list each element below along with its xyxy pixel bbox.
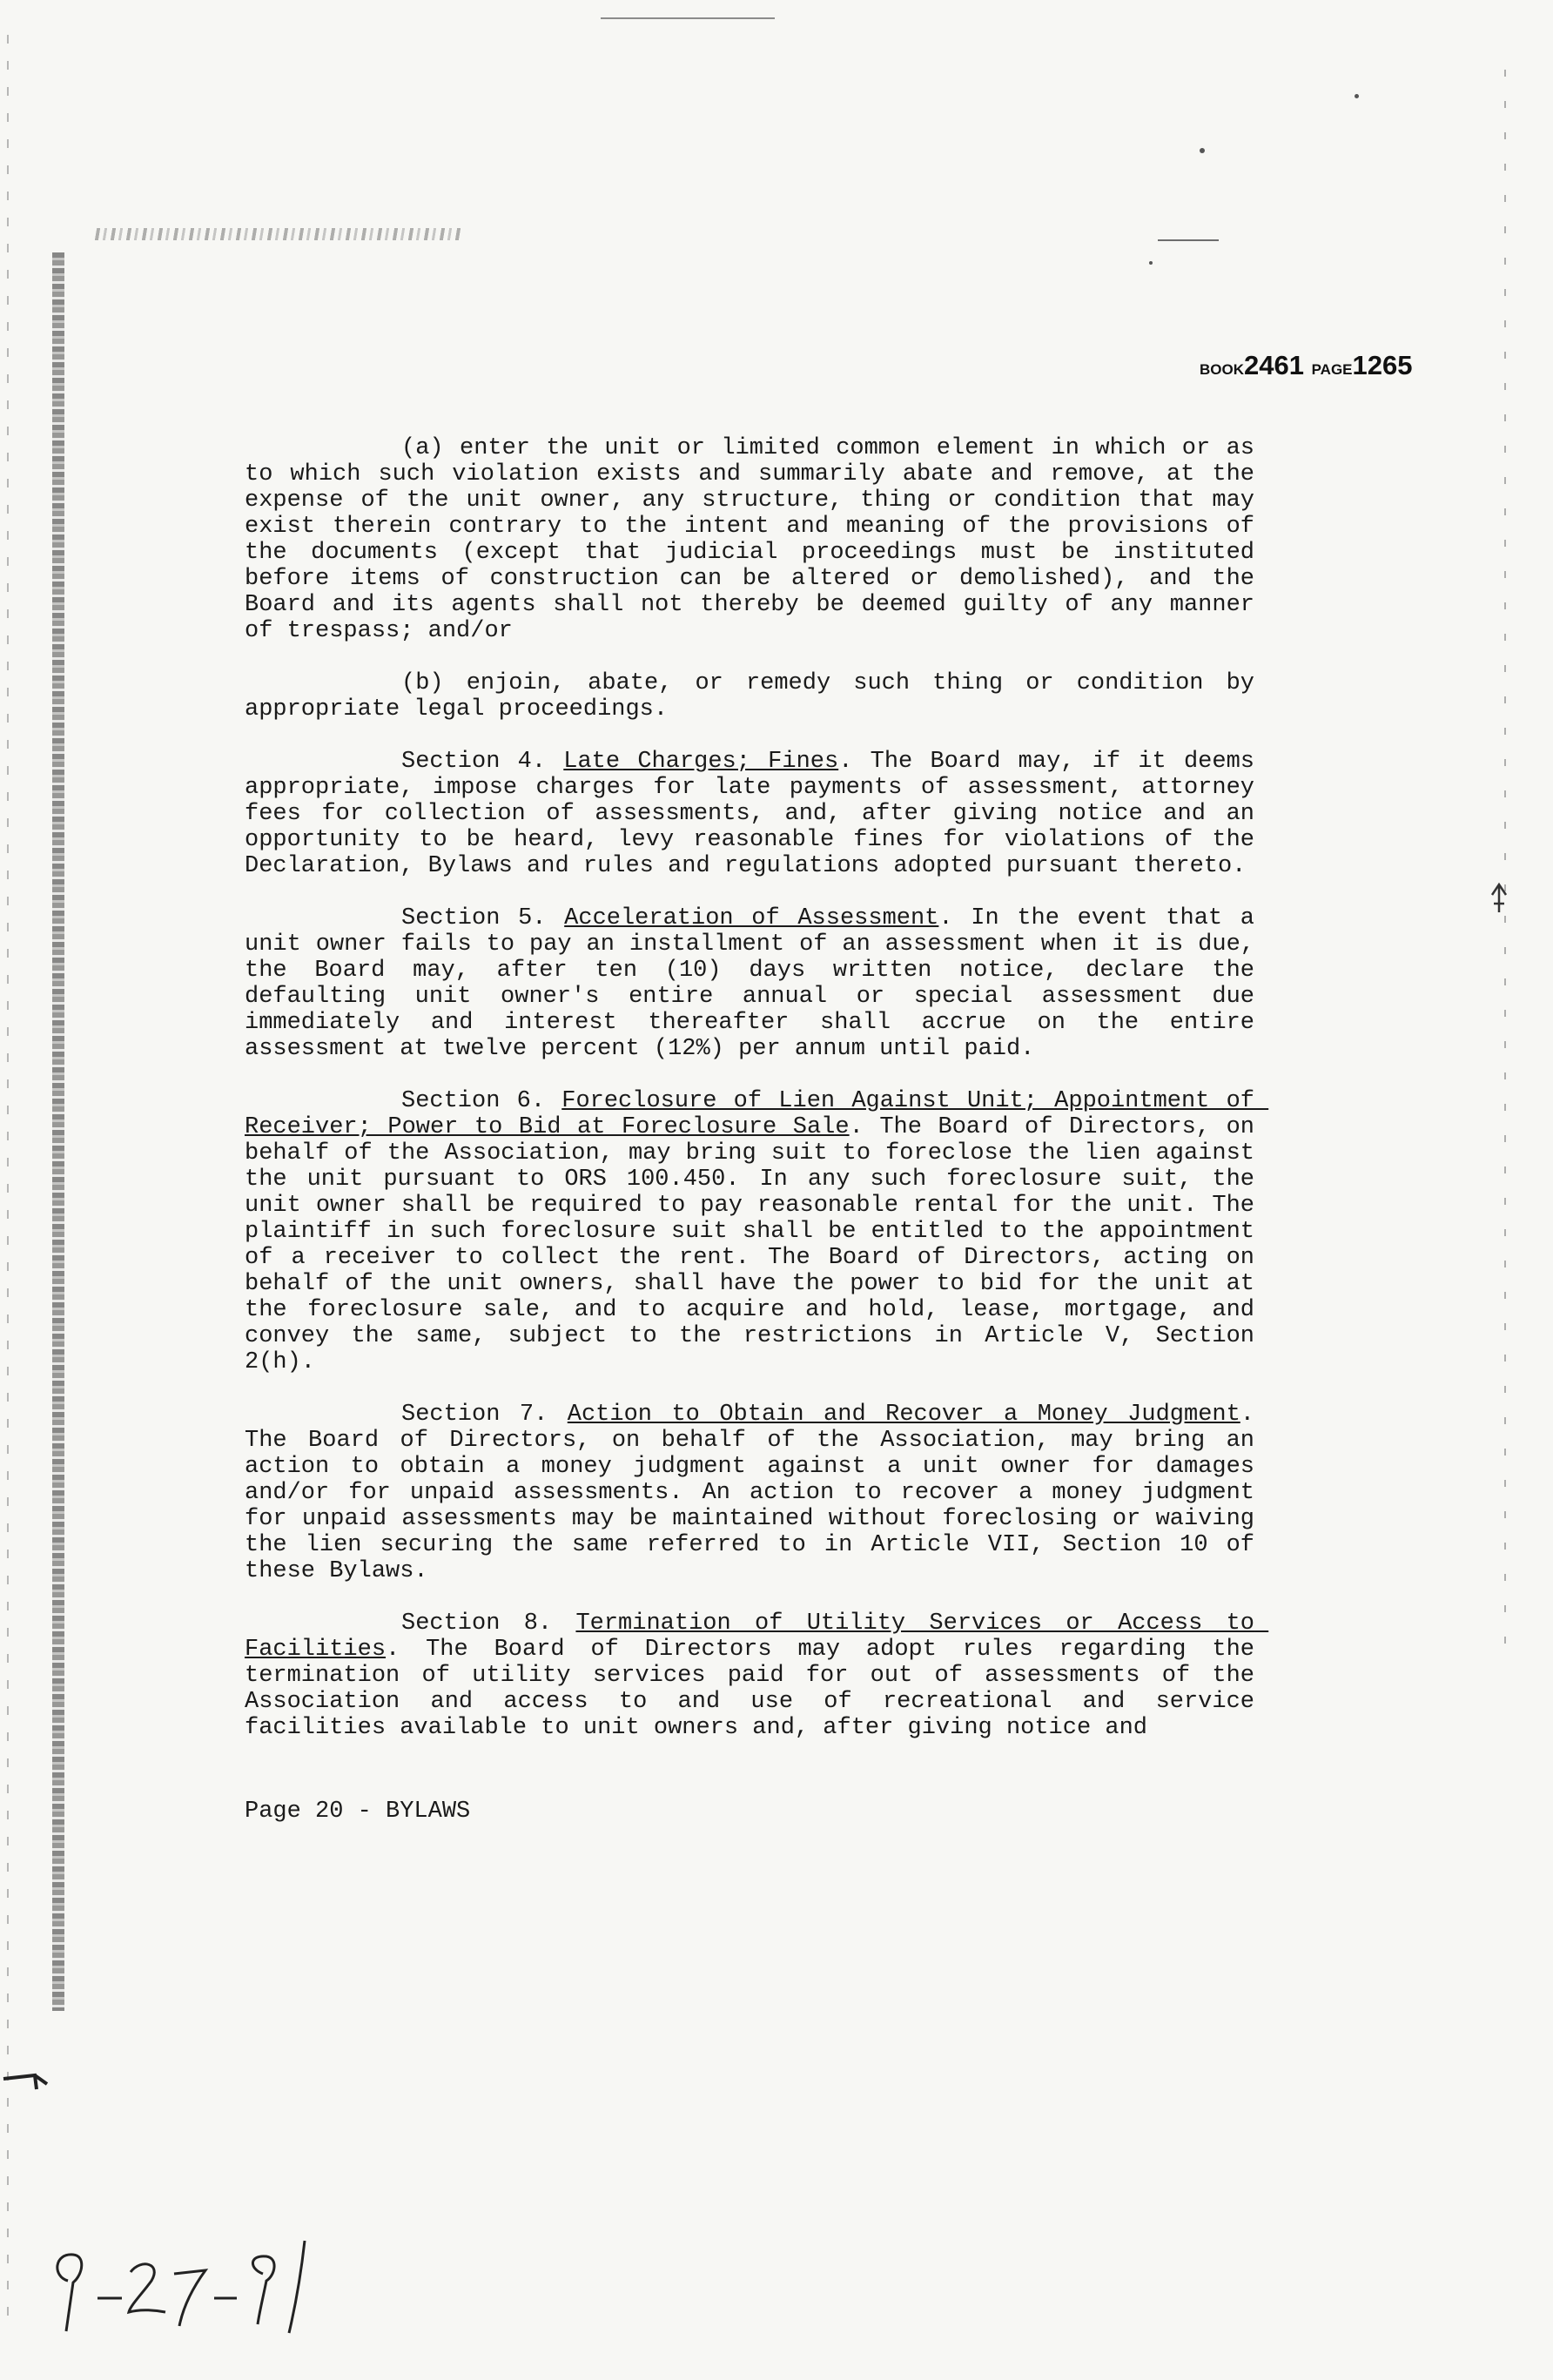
page-label: PAGE — [1311, 361, 1353, 378]
scan-corner-mark — [0, 2072, 52, 2124]
page-number: 1265 — [1352, 350, 1413, 380]
document-body — [245, 435, 1269, 1767]
section-number: Section 6. — [401, 1088, 562, 1114]
section-heading: Termination of Utility Services or Access to Facilities — [245, 1610, 1269, 1663]
section-6 — [245, 1088, 1269, 1375]
scan-edge-artifact — [7, 35, 9, 2333]
scan-speck — [1149, 261, 1153, 265]
paragraph-text: enjoin, abate, or remedy such thing or condition by appropriate legal proceedings. — [245, 670, 1269, 723]
book-label: BOOK — [1200, 361, 1244, 378]
scan-speck — [1355, 94, 1359, 98]
paragraph-b — [245, 670, 1269, 723]
book-number: 2461 — [1244, 350, 1304, 380]
margin-arrow-icon — [1489, 881, 1509, 916]
scan-rule-mark — [601, 17, 775, 19]
section-4 — [245, 749, 1269, 879]
page-footer: Page 20 - BYLAWS — [245, 1798, 471, 1825]
paragraph-a — [245, 435, 1269, 644]
section-7 — [245, 1402, 1269, 1584]
section-text: . The Board may, if it deems appropriate, impose charges for late payments of assessment, attorney fees for collection of assessments, and, after giving notice and an opportunity to be heard, levy reasonable fines for violations of the Declaration, Bylaws and rules and regulations adopted pursuant thereto. — [245, 749, 1269, 879]
section-number: Section 7. — [401, 1402, 568, 1428]
section-text: . The Board of Directors, on behalf of the Association, may bring suit to foreclose the lien against the unit pursuant to ORS 100.450. In any such foreclosure suit, the unit owner shall be required to pay reasonable rental for the unit. The plaintiff in such foreclosure suit shall be entitled to the appointment of a receiver to collect the rent. The Board of Directors, acting on behalf of the unit owners, shall have the power to bid for the unit at the foreclosure sale, and to acquire and hold, lease, mortgage, and convey the same, subject to the restrictions in Article V, Section 2(h). — [245, 1114, 1269, 1375]
scan-rule-mark — [1158, 239, 1219, 241]
scan-binding-shadow — [52, 252, 64, 2011]
section-number: Section 5. — [401, 905, 565, 931]
paragraph-lead: (b) — [401, 670, 467, 696]
scan-smudge — [95, 228, 462, 240]
section-8 — [245, 1610, 1269, 1741]
paragraph-text: enter the unit or limited common element in which or as to which such violation exists and summarily abate and remove, at the expense of the unit owner, any structure, thing or condition that may exist therein contrary to the intent and meaning of the provisions of the documents (except that judicial proceedings must be instituted before items of construction can be altered or demolished), and the Board and its agents shall not thereby be deemed guilty of any manner of trespass; and/or — [245, 435, 1269, 644]
scan-speck — [1200, 148, 1205, 153]
paragraph-lead: (a) — [401, 435, 460, 461]
handwritten-date — [44, 2229, 322, 2342]
section-heading: Acceleration of Assessment — [564, 905, 939, 931]
section-heading: Late Charges; Fines — [563, 749, 839, 775]
scan-edge-artifact-right — [1504, 70, 1506, 1654]
section-number: Section 4. — [401, 749, 564, 775]
section-number: Section 8. — [401, 1610, 576, 1637]
section-text: . The Board of Directors, on behalf of the Association, may bring an action to obtain a money judgment against a unit owner for damages and/or for unpaid assessments. An action to recover a money judgment for unpaid assessments may be maintained without foreclosing or waiving the lien securing the same referred to in Article VII, Section 10 of these Bylaws. — [245, 1402, 1269, 1584]
section-5 — [245, 905, 1269, 1062]
section-text: . The Board of Directors may adopt rules regarding the termination of utility services paid for out of assessments of the Association and access to and use of recreational and service facilities available to unit owners and, after giving notice and — [245, 1637, 1269, 1741]
book-page-stamp — [1200, 350, 1412, 381]
section-heading: Action to Obtain and Recover a Money Judgment — [567, 1402, 1240, 1428]
section-text: . In the event that a unit owner fails to pay an installment of an assessment when it is due, the Board may, after ten (10) days written notice, declare the defaulting unit owner's entire annual or special assessment due immediately and interest thereafter shall accrue on the entire assessment at twelve percent (12%) per annum until paid. — [245, 905, 1269, 1062]
section-heading: Foreclosure of Lien Against Unit; Appointment of Receiver; Power to Bid at Foreclosure Sale — [245, 1088, 1269, 1140]
